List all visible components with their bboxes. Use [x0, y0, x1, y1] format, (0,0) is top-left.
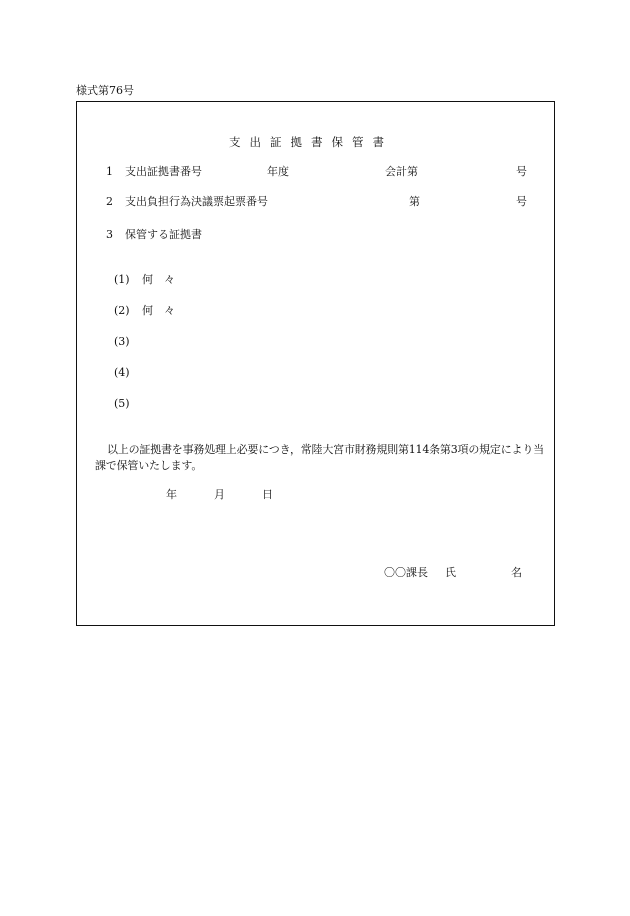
sub-item-2-number: (2)	[114, 304, 130, 317]
item2-label: 支出負担行為決議票起票番号	[125, 195, 268, 208]
form-frame	[76, 101, 555, 626]
item1-account: 会計第	[385, 165, 418, 178]
item3-label: 保管する証拠書	[125, 228, 202, 241]
sub-item-2-text: 何 々	[142, 304, 175, 317]
document-title: 支出証拠書保管書	[229, 135, 393, 149]
sub-item-1-text: 何 々	[142, 273, 175, 286]
date-day: 日	[262, 488, 273, 501]
declaration-paragraph	[95, 442, 551, 474]
item1-suffix: 号	[516, 165, 527, 178]
item1-year: 年度	[267, 165, 289, 178]
sub-item-5-number: (5)	[114, 397, 130, 410]
date-year: 年	[166, 488, 177, 501]
item1-number: 1	[106, 165, 113, 178]
item3-number: 3	[106, 228, 113, 241]
item2-number: 2	[106, 195, 113, 208]
item2-suffix: 号	[516, 195, 527, 208]
signature-title: 〇〇課長	[384, 566, 428, 579]
signature-name-label: 氏 名	[445, 566, 522, 579]
sub-item-1-number: (1)	[114, 273, 130, 286]
item2-no-prefix: 第	[409, 195, 420, 208]
sub-item-4-number: (4)	[114, 366, 130, 379]
declaration-text: 以上の証拠書を事務処理上必要につき，常陸大宮市財務規則第114条第3項の規定により当課で保管いたします。	[95, 443, 544, 472]
sub-item-3-number: (3)	[114, 335, 130, 348]
date-month: 月	[214, 488, 225, 501]
form-number: 様式第76号	[76, 84, 134, 97]
item1-label: 支出証拠書番号	[125, 165, 202, 178]
